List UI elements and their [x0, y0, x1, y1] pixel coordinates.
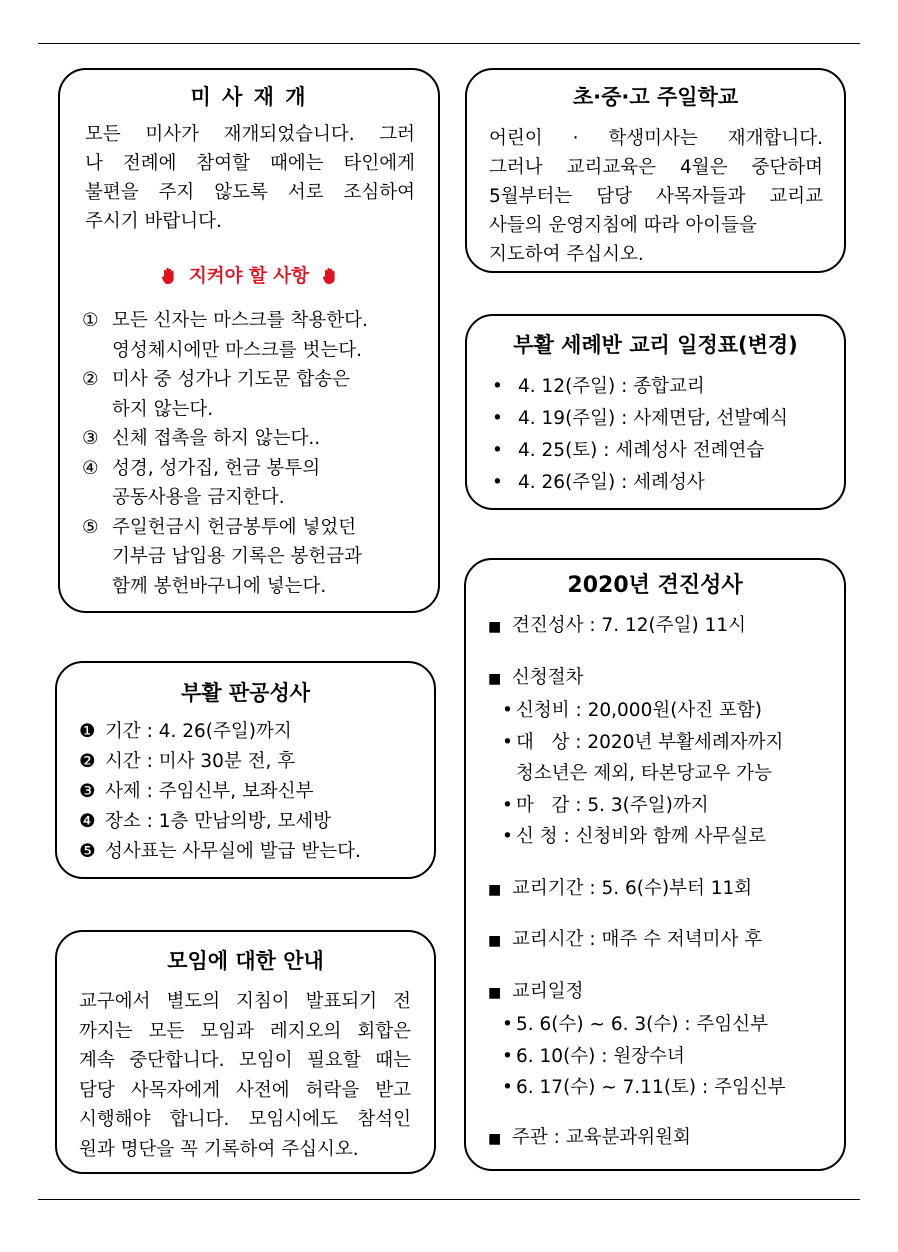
list-item: ❸ 사제 : 주임신부, 보좌신부	[79, 781, 314, 802]
rules-list	[82, 306, 368, 601]
rule-item: ④ 성경, 성가집, 헌금 봉투의	[82, 457, 321, 479]
list-item: ❶ 기간 : 4. 26(주일)까지	[79, 721, 292, 742]
confirmation-period: ■ 교리기간 : 5. 6(수)부터 11회	[488, 873, 786, 907]
meeting-notice-box	[55, 930, 436, 1174]
confirmation-content	[488, 610, 786, 1155]
sunday-school-box	[465, 68, 846, 273]
procedure-label: ■ 신청절차	[488, 662, 786, 696]
mass-title: 미 사 재 개	[190, 85, 308, 109]
meeting-text: 교구에서 별도의 지침이 발표되기 전 까지는 모든 모임과 레지오의 회합은 계속 중단합니다. 모임이 필요할 때는 담당 사목자에게 사전에 허락을 받고 시행해야 합니다. 모임시에도 참석인 원과 명단을 꼭 기록하여 주십시오.	[79, 991, 411, 1160]
list-item: • 4. 19(주일) : 사제면담, 선발예식	[492, 408, 788, 429]
baptism-title: 부활 세례반 교리 일정표(변경)	[513, 333, 798, 357]
square-bullet-icon: ■	[488, 881, 502, 898]
procedure-item: • 신청비 : 20,000원(사진 포함)	[502, 700, 763, 721]
confession-list	[79, 717, 361, 867]
bottom-rule	[38, 1199, 860, 1200]
baptism-list	[492, 371, 788, 499]
rule-item: ② 미사 중 성가나 기도문 합송은	[82, 369, 350, 390]
square-bullet-icon: ■	[488, 670, 502, 687]
schedule-item: • 5. 6(수) ~ 6. 3(수) : 주임신부	[502, 1014, 768, 1035]
list-item: • 4. 12(주일) : 종합교리	[492, 376, 705, 397]
schedule-label: ■ 교리일정	[488, 976, 786, 1010]
confirmation-box	[464, 558, 846, 1171]
sunday-school-text: 어린이 · 학생미사는 재개합니다. 그러나 교리교육은 4월은 중단하며 5월부터는 담당 사목자들과 교리교 사들의 운영지침에 따라 아이들을 지도하여 주십시오.	[489, 128, 823, 265]
rules-heading-label: 지켜야 할 사항	[188, 266, 310, 287]
list-item: • 4. 26(주일) : 세례성사	[492, 472, 705, 493]
procedure-item: • 마 감 : 5. 3(주일)까지	[502, 794, 709, 816]
rule-item-cont: 영성체시에만 마스크를 벗는다.	[112, 339, 362, 361]
square-bullet-icon: ■	[488, 933, 502, 949]
hand-icon	[161, 266, 176, 287]
rule-item: ③ 신체 접촉을 하지 않는다..	[82, 428, 321, 449]
square-bullet-icon: ■	[488, 619, 502, 635]
confirmation-date: ■ 견진성사 : 7. 12(주일) 11시	[488, 610, 786, 644]
rule-item-cont: 하지 않는다.	[112, 398, 214, 420]
confirmation-time: ■ 교리시간 : 매주 수 저녁미사 후	[488, 924, 786, 958]
schedule-item: • 6. 17(수) ~ 7.11(토) : 주임신부	[502, 1077, 786, 1098]
rule-item-cont: 기부금 납입용 기록은 봉헌금과	[112, 546, 362, 567]
meeting-title: 모임에 대한 안내	[167, 949, 324, 973]
procedure-item-cont: 청소년은 제외, 타본당교우 가능	[516, 763, 772, 784]
top-rule	[38, 43, 860, 44]
intro-line: 모든 미사가 재개되었습니다. 그러	[85, 124, 415, 145]
intro-line: 나 전례에 참여할 때에는 타인에게	[85, 153, 415, 174]
confirmation-host: ■ 주관 : 교육분과위원회	[488, 1122, 786, 1156]
rule-item: ① 모든 신자는 마스크를 착용한다.	[82, 310, 368, 331]
list-item: ❹ 장소 : 1층 만남의방, 모세방	[79, 811, 332, 832]
intro-line: 주시기 바랍니다.	[85, 211, 222, 232]
list-item: ❷ 시간 : 미사 30분 전, 후	[79, 751, 296, 772]
rules-heading	[60, 262, 438, 288]
rule-item-cont: 공동사용을 금지한다.	[112, 487, 285, 508]
mass-resumption-box	[58, 68, 440, 613]
list-item: • 4. 25(토) : 세례성사 전례연습	[492, 440, 765, 461]
rule-item-cont: 함께 봉헌바구니에 넣는다.	[112, 575, 327, 597]
square-bullet-icon: ■	[488, 1130, 502, 1147]
rule-item: ⑤ 주일헌금시 헌금봉투에 넣었던	[82, 516, 357, 538]
procedure-item: • 대 상 : 2020년 부활세례자까지	[502, 731, 784, 753]
sunday-school-title: 초·중·고 주일학교	[572, 85, 739, 109]
schedule-item: • 6. 10(수) : 원장수녀	[502, 1045, 685, 1067]
confirmation-title: 2020년 견진성사	[567, 573, 743, 598]
hand-icon	[322, 266, 337, 287]
intro-line: 불편을 주지 않도록 서로 조심하여	[85, 182, 415, 203]
baptism-schedule-box	[465, 314, 846, 510]
confession-box	[55, 661, 436, 879]
square-bullet-icon: ■	[488, 984, 502, 1001]
procedure-item: • 신 청 : 신청비와 함께 사무실로	[502, 826, 767, 847]
mass-intro	[85, 120, 415, 236]
list-item: ❺ 성사표는 사무실에 발급 받는다.	[79, 841, 361, 862]
confession-title: 부활 판공성사	[180, 681, 311, 705]
